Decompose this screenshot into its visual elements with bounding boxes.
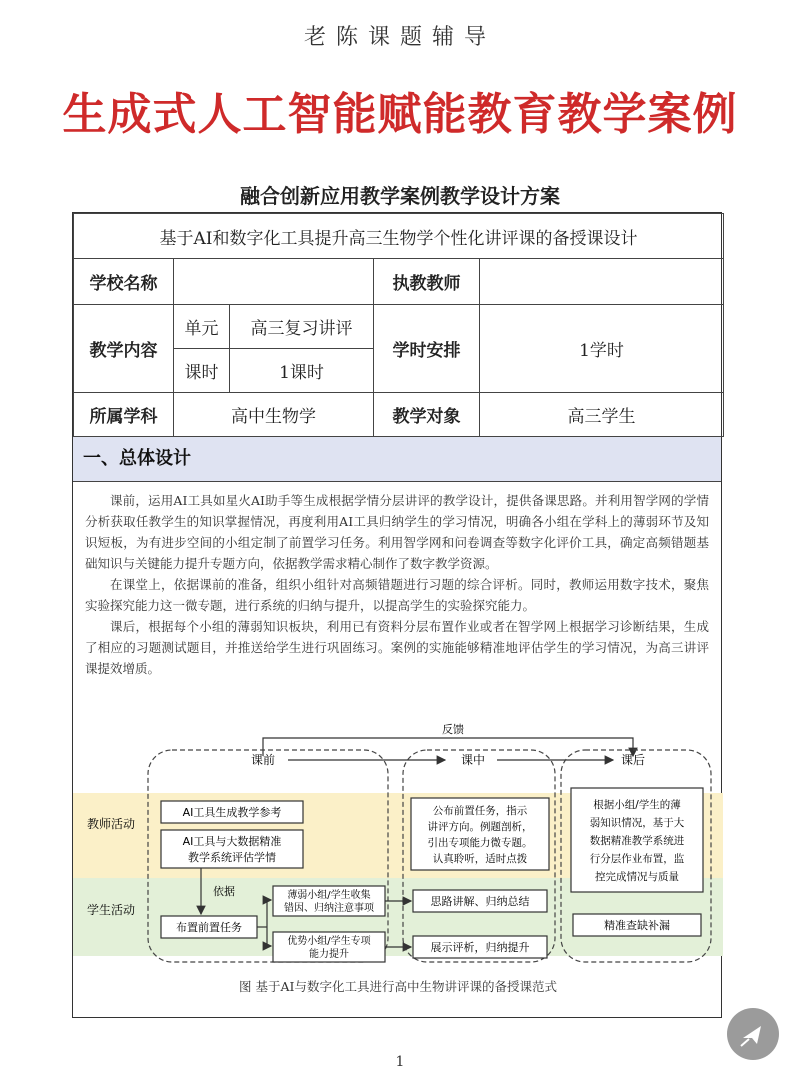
share-icon bbox=[727, 1008, 779, 1060]
feedback-label: 反馈 bbox=[442, 723, 464, 736]
assign-task-text: 布置前置任务 bbox=[176, 921, 242, 934]
display-text: 展示评析，归纳提升 bbox=[430, 941, 530, 954]
document-frame bbox=[72, 212, 722, 1018]
paragraph: 在课堂上，依据课前的准备，组织小组针对高频错题进行习题的综合评析。同时，教师运用数字技术，聚焦实验探究能力这一微专题，进行系统的归纳与提升，以提高学生的实验探究能力。 bbox=[85, 577, 709, 613]
ai-bigdata-text-1: AI工具与大数据精准 bbox=[182, 835, 282, 848]
target-label: 教学对象 bbox=[374, 393, 480, 437]
sub-title: 融合创新应用教学案例教学设计方案 bbox=[240, 184, 560, 208]
after-class-text-5: 控完成情况与质量 bbox=[595, 871, 679, 883]
student-activity-label: 学生活动 bbox=[87, 903, 136, 917]
info-table bbox=[73, 213, 724, 437]
strong-group-text-1: 优势小组/学生专项 bbox=[287, 936, 371, 947]
section-heading: 一、总体设计 bbox=[73, 437, 721, 482]
after-class-text-2: 弱知识情况，基于大 bbox=[589, 817, 685, 829]
teacher-value bbox=[480, 259, 724, 305]
period-value: 1课时 bbox=[230, 349, 374, 393]
top-label: 老陈课题辅导 bbox=[303, 25, 496, 50]
school-value bbox=[174, 259, 374, 305]
schedule-value: 1学时 bbox=[480, 305, 724, 393]
strong-group-text-2: 能力提升 bbox=[309, 949, 349, 960]
in-class-text-2: 讲评方向。例题剖析， bbox=[427, 821, 533, 833]
unit-value: 高三复习讲评 bbox=[230, 305, 374, 349]
subject-label: 所属学科 bbox=[74, 393, 174, 437]
fill-gap-text: 精准查缺补漏 bbox=[604, 919, 670, 932]
weak-group-text-2: 错因、归纳注意事项 bbox=[284, 903, 374, 914]
teaching-flow-diagram bbox=[73, 718, 723, 1018]
paragraph: 课后，根据每个小组的薄弱知识板块，利用已有资料分层布置作业或者在智学网上根据学习诊断结果，生成了相应的习题测试题目，并推送给学生进行巩固练习。案例的实施能够精准地评估学生的学习情况，为高三讲评课提效增质。 bbox=[85, 619, 709, 676]
schedule-label: 学时安排 bbox=[374, 305, 480, 393]
stage-after: 课后 bbox=[620, 753, 646, 767]
figure-caption: 图 基于AI与数字化工具进行高中生物讲评课的备授课范式 bbox=[239, 979, 557, 994]
in-class-text-1: 公布前置任务，指示 bbox=[432, 805, 528, 817]
weak-group-text-1: 薄弱小组/学生收集 bbox=[287, 890, 371, 901]
stage-in: 课中 bbox=[460, 753, 486, 767]
teacher-activity-text: 教师活动 bbox=[87, 817, 136, 831]
stage-before: 课前 bbox=[250, 753, 276, 767]
main-title: 生成式人工智能赋能教育教学案例 bbox=[62, 89, 738, 140]
subject-value: 高中生物学 bbox=[174, 393, 374, 437]
page-number: 1 bbox=[395, 1054, 405, 1070]
period-label: 课时 bbox=[174, 349, 230, 393]
overview-text bbox=[73, 482, 721, 679]
content-label: 教学内容 bbox=[74, 305, 174, 393]
after-class-text-3: 数据精准教学系统进 bbox=[589, 835, 685, 847]
share-button[interactable] bbox=[727, 1008, 779, 1060]
after-class-text-1: 根据小组/学生的薄 bbox=[593, 799, 681, 811]
feedback-arrow bbox=[263, 738, 633, 756]
in-class-text-3: 引出专项能力微专题。 bbox=[427, 837, 533, 849]
idea-text: 思路讲解、归纳总结 bbox=[430, 895, 530, 908]
teacher-label: 执教教师 bbox=[374, 259, 480, 305]
school-label: 学校名称 bbox=[74, 259, 174, 305]
teacher-activity-label bbox=[87, 816, 135, 831]
in-class-text-4: 认真聆听，适时点拨 bbox=[432, 853, 528, 865]
paragraph: 课前，运用AI工具如星火AI助手等生成根据学情分层讲评的教学设计，提供备课思路。并利用智学网的学情分析获取任教学生的知识掌握情况，再度利用AI工具归纳学生的学习情况，明确各小组在学科上的薄弱环节及知识短板，为有进步空间的小组定制了前置学习任务。利用智学网和问卷调查等数字化评价工具，确定高频错题基础知识与关键能力提升专题方向，依据教学需求精心制作了数字教学资源。 bbox=[85, 493, 709, 571]
plan-title: 基于AI和数字化工具提升高三生物学个性化讲评课的备授课设计 bbox=[74, 214, 724, 259]
unit-label: 单元 bbox=[174, 305, 230, 349]
ai-bigdata-text-2: 教学系统评估学情 bbox=[188, 851, 276, 864]
after-class-text-4: 行分层作业布置，监 bbox=[589, 853, 685, 865]
basis-label: 依据 bbox=[213, 885, 235, 898]
target-value: 高三学生 bbox=[480, 393, 724, 437]
ai-generate-text: AI工具生成教学参考 bbox=[182, 806, 282, 819]
